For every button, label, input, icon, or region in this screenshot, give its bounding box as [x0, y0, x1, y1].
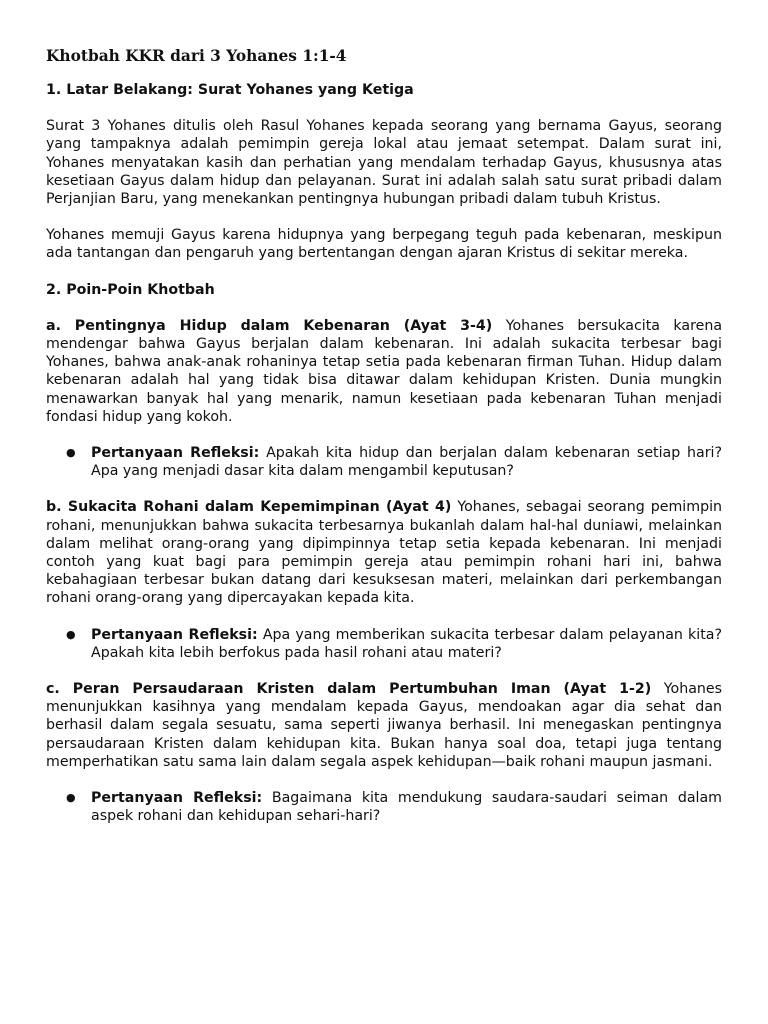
point-a-title: a. Pentingnya Hidup dalam Kebenaran (Ayat 3-4): [46, 317, 493, 334]
document-page: [46, 46, 722, 844]
point-a-reflection-list: [46, 444, 722, 480]
reflection-label: Pertanyaan Refleksi:: [91, 626, 258, 643]
reflection-text: Apa yang memberikan sukacita terbesar dalam pelayanan kita? Apakah kita lebih berfokus pada hasil rohani atau materi?: [91, 626, 722, 661]
point-b-title: b. Sukacita Rohani dalam Kepemimpinan (Ayat 4): [46, 499, 452, 516]
section-1-paragraph-2: Yohanes memuji Gayus karena hidupnya yang berpegang teguh pada kebenaran, meskipun ada tantangan dan pengaruh yang bertentangan dengan ajaran Kristus di sekitar mereka.: [46, 227, 722, 262]
list-item: [46, 626, 722, 662]
reflection-label: Pertanyaan Refleksi:: [91, 790, 263, 807]
point-a-paragraph: [46, 317, 722, 426]
reflection-label: Pertanyaan Refleksi:: [91, 445, 260, 462]
point-b-body: Yohanes, sebagai seorang pemimpin rohani, menunjukkan bahwa sukacita terbesarnya bukanlah dalam hal-hal duniawi, melainkan dalam melihat orang-orang yang dipimpinnya tetap setia kepada kebenaran. Ini menjadi contoh yang kuat bagi para pemimpin gereja atau pemimpin rohani hari ini, bahwa kebahagiaan terbesar bukan datang dari kesuksesan materi, melainkan dari perkembangan rohani orang-orang yang dipercayakan kepada kita.: [46, 499, 723, 607]
document-title: Khotbah KKR dari 3 Yohanes 1:1-4: [46, 47, 347, 65]
point-c-title: c. Peran Persaudaraan Kristen dalam Pertumbuhan Iman (Ayat 1-2): [46, 681, 652, 698]
point-c-paragraph: [46, 680, 722, 771]
point-b-reflection-list: [46, 626, 722, 662]
bullet-icon: ●: [66, 627, 76, 641]
point-b-paragraph: [46, 498, 722, 607]
point-c-body: Yohanes menunjukkan kasihnya yang mendalam kepada Gayus, mendoakan agar dia sehat dan berhasil dalam segala sesuatu, sama seperti jiwanya berhasil. Ini menegaskan pentingnya persaudaraan Kristen dalam kehidupan kita. Bukan hanya soal doa, tetapi juga tentang memperhatikan satu sama lain dalam segala aspek kehidupan—baik rohani maupun jasmani.: [46, 681, 723, 770]
bullet-icon: ●: [66, 446, 76, 460]
list-item: [46, 789, 722, 825]
section-1-heading: 1. Latar Belakang: Surat Yohanes yang Ketiga: [46, 82, 414, 98]
list-item: [46, 444, 722, 480]
point-c-reflection-list: [46, 789, 722, 825]
point-a-body: Yohanes bersukacita karena mendengar bahwa Gayus berjalan dalam kebenaran. Ini adalah sukacita terbesar bagi Yohanes, bahwa anak-anak rohaninya tetap setia pada kebenaran firman Tuhan. Hidup dalam kebenaran adalah hal yang tidak bisa ditawar dalam kehidupan Kristen. Dunia mungkin menawarkan banyak hal yang menarik, namun kesetiaan pada kebenaran Tuhan menjadi fondasi hidup yang kokoh.: [46, 317, 723, 425]
section-2-heading: 2. Poin-Poin Khotbah: [46, 281, 215, 298]
bullet-icon: ●: [66, 791, 76, 805]
reflection-text: Bagaimana kita mendukung saudara-saudari seiman dalam aspek rohani dan kehidupan sehari-hari?: [91, 790, 722, 825]
section-1-paragraph-1: Surat 3 Yohanes ditulis oleh Rasul Yohanes kepada seorang yang bernama Gayus, seorang yang tampaknya adalah pemimpin gereja lokal atau jemaat setempat. Dalam surat ini, Yohanes menyatakan kasih dan perhatian yang mendalam terhadap Gayus, khususnya atas kesetiaan Gayus dalam hidup dan pelayanan. Surat ini adalah salah satu surat pribadi dalam Perjanjian Baru, yang menekankan pentingnya hubungan pribadi dalam tubuh Kristus.: [46, 118, 722, 208]
reflection-text: Apakah kita hidup dan berjalan dalam kebenaran setiap hari? Apa yang menjadi dasar kita dalam mengambil keputusan?: [91, 445, 723, 480]
